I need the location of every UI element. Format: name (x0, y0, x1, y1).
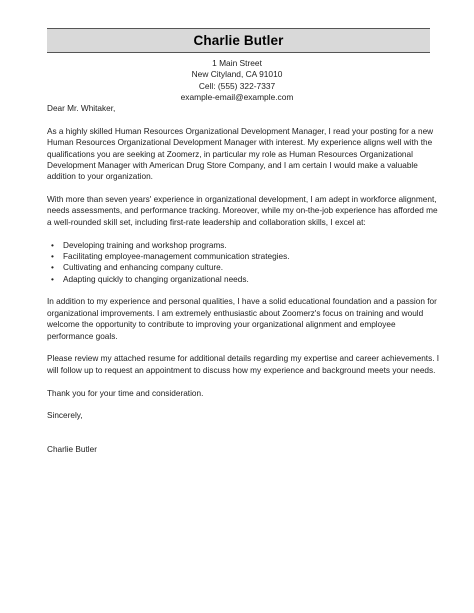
letter-body (47, 103, 442, 455)
salutation: Dear Mr. Whitaker, (47, 104, 116, 113)
skills-list (47, 240, 442, 286)
email-address: example-email@example.com (180, 91, 294, 102)
paragraph-follow-up: Please review my attached resume for additional details regarding my expertise and career achievements. I will follow up to request an appointment to discuss how my experience and background meets your needs. (47, 354, 440, 375)
list-item-text: Facilitating employee-management communication strategies. (63, 251, 290, 261)
name-header-bar (47, 28, 430, 53)
paragraph-experience: With more than seven years' experience in organizational development, I am adept in workforce alignment, needs assessments, and performance tracking. Moreover, while my on-the-job experience has afforded me a well-rounded skill set, including first-rate leadership and collaboration skills, I excel at: (47, 195, 438, 227)
list-item (47, 274, 442, 285)
city-state-zip: New Cityland, CA 91010 (191, 69, 283, 80)
applicant-name: Charlie Butler (193, 33, 284, 48)
bullet-icon: • (51, 251, 54, 261)
list-item-text: Developing training and workshop programs. (63, 240, 227, 250)
bullet-icon: • (51, 263, 54, 273)
street-address: 1 Main Street (212, 58, 262, 68)
bullet-icon: • (51, 274, 54, 284)
list-item (47, 251, 442, 262)
list-item (47, 262, 442, 273)
list-item-text: Adapting quickly to changing organizational needs. (63, 274, 249, 284)
paragraph-intro: As a highly skilled Human Resources Organizational Development Manager, I read your posting for a new Human Resources Organizational Development Manager with interest. My experience aligns well with the qualifications you are seeking at Zoomerz, in particular my role as Human Resources Organizational Development Manager with American Drug Store Company, and I am certain I would make a valuable addition to your organization. (47, 126, 434, 182)
list-item (47, 240, 442, 251)
phone-number: Cell: (555) 322-7337 (198, 80, 276, 91)
list-item-text: Cultivating and enhancing company culture. (63, 263, 224, 273)
bullet-icon: • (51, 240, 54, 250)
closing: Sincerely, (47, 411, 83, 421)
signature-name: Charlie Butler (47, 444, 97, 454)
paragraph-thanks: Thank you for your time and consideration. (47, 388, 204, 398)
contact-block (0, 58, 474, 103)
paragraph-education: In addition to my experience and personal qualities, I have a solid educational foundation and a passion for organizational improvements. I am extremely enthusiastic about Zoomerz's focus on training and would welcome the opportunity to contribute to improving your organizational alignment and employee performance goals. (47, 297, 437, 341)
